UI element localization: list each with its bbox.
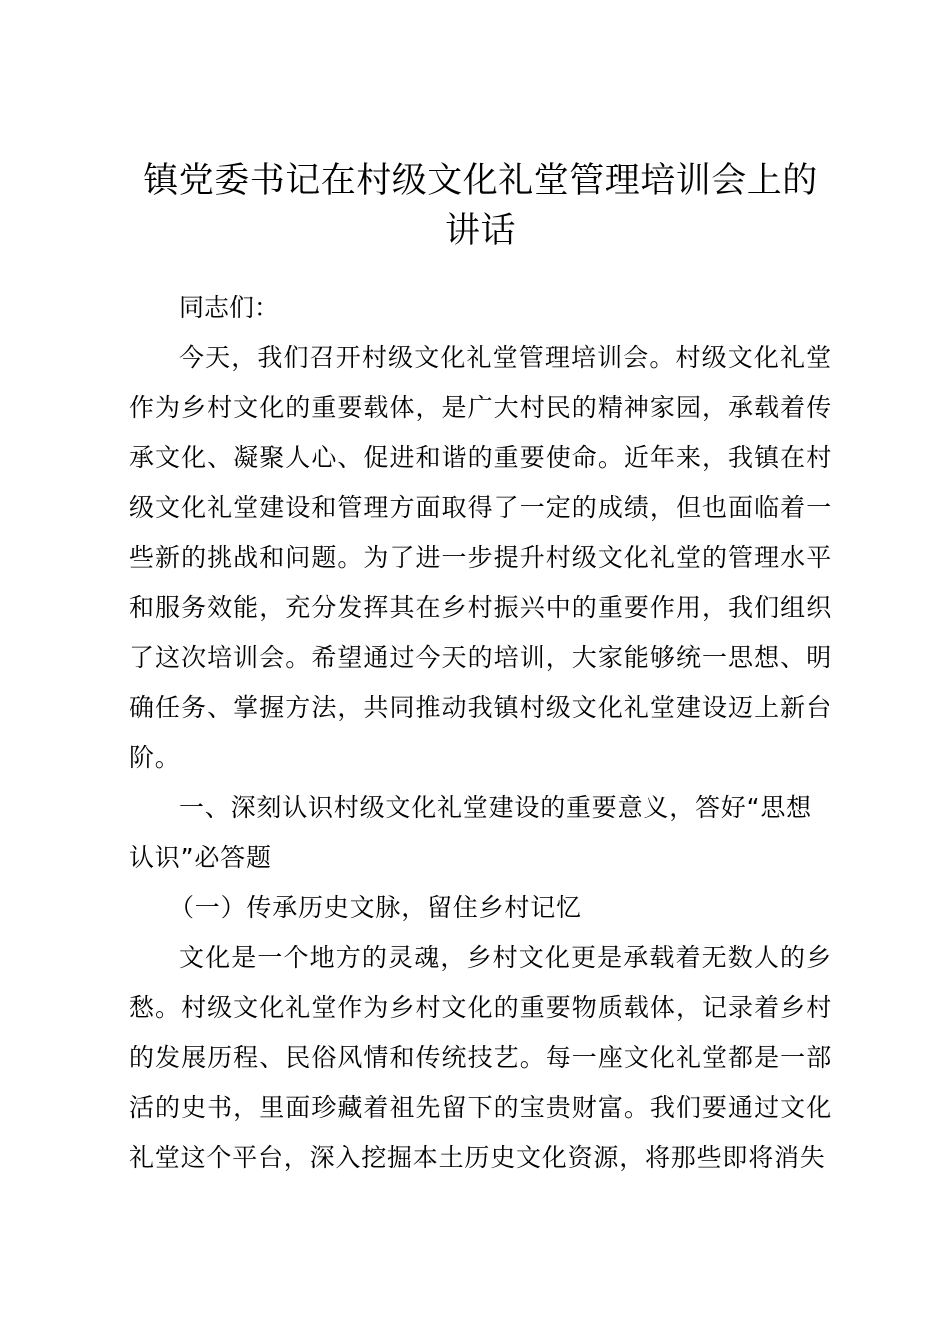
document-body	[129, 283, 832, 1183]
document-title: 镇党委书记在村级文化礼堂管理培训会上的讲话	[143, 161, 818, 251]
salutation: 同志们：	[179, 293, 280, 322]
intro-paragraph: 今天，我们召开村级文化礼堂管理培训会。村级文化礼堂作为乡村文化的重要载体，是广大村民的精神家园，承载着传承文化、凝聚人心、促进和谐的重要使命。近年来，我镇在村级文化礼堂建设和管理方面取得了一定的成绩，但也面临着一些新的挑战和问题。为了进一步提升村级文化礼堂的管理水平和服务效能，充分发挥其在乡村振兴中的重要作用，我们组织了这次培训会。希望通过今天的培训，大家能够统一思想、明确任务、掌握方法，共同推动我镇村级文化礼堂建设迈上新台阶。	[129, 343, 832, 772]
subsection-heading: （一）传承历史文脉，留住乡村记忆	[169, 893, 582, 922]
section-heading: 一、深刻认识村级文化礼堂建设的重要意义，答好“思想认识”必答题	[129, 793, 812, 872]
subsection-paragraph: 文化是一个地方的灵魂，乡村文化更是承载着无数人的乡愁。村级文化礼堂作为乡村文化的重要物质载体，记录着乡村的发展历程、民俗风情和传统技艺。每一座文化礼堂都是一部活的史书，里面珍藏着祖先留下的宝贵财富。我们要通过文化礼堂这个平台，深入挖掘本土历史文化资源，将那些即将消失	[129, 943, 832, 1172]
